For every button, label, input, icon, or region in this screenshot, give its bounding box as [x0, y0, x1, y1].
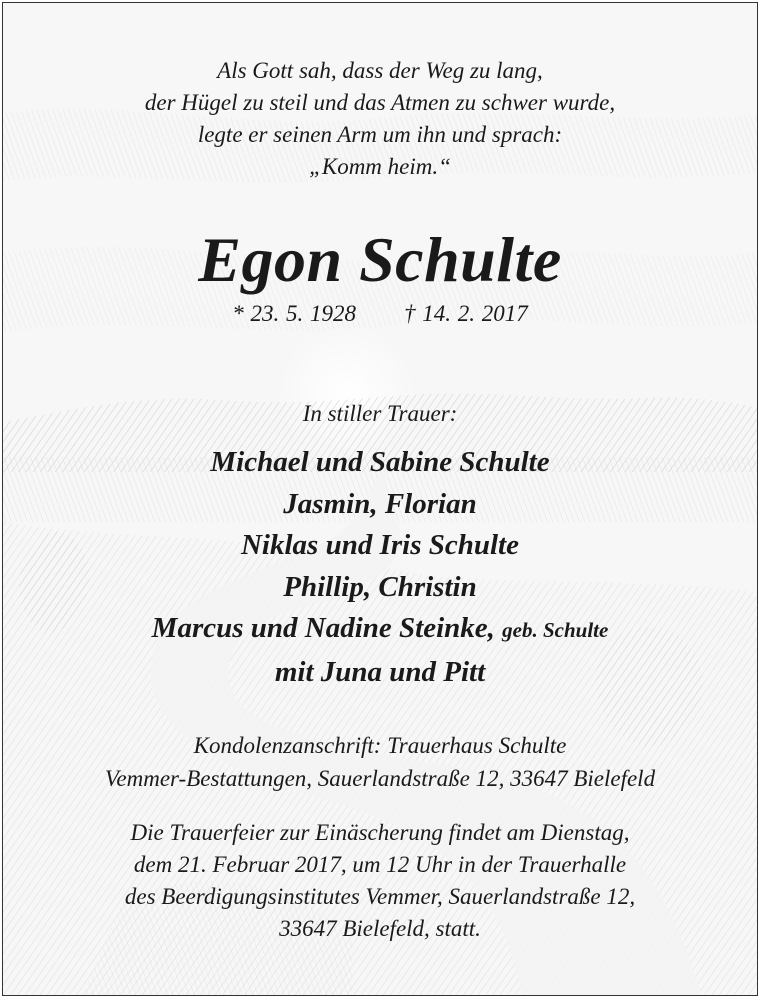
family-line: Michael und Sabine Schulte: [210, 446, 550, 478]
funeral-info: [3, 817, 757, 945]
death-date: † 14. 2. 2017: [404, 301, 528, 326]
poem-line: der Hügel zu steil und das Atmen zu schwer wurde,: [144, 90, 616, 115]
family-line: [3, 608, 757, 652]
poem-line: legte er seinen Arm um ihn und sprach:: [197, 122, 563, 147]
funeral-line: des Beerdigungsinstitutes Vemmer, Sauerlandstraße 12,: [124, 884, 636, 909]
life-dates: [3, 299, 757, 329]
family-line: Phillip, Christin: [283, 570, 477, 603]
family-line: Niklas und Iris Schulte: [240, 529, 519, 561]
poem: [3, 3, 757, 183]
mourning-label: In stiller Trauer:: [302, 401, 458, 426]
family-list: [3, 442, 757, 693]
family-line: Jasmin, Florian: [283, 487, 477, 520]
funeral-line: 33647 Bielefeld, statt.: [279, 916, 481, 941]
family-line-main: Marcus und Nadine Steinke,: [151, 612, 495, 644]
condolence-line: Kondolenzanschrift: Trauerhaus Schulte: [193, 733, 567, 758]
poem-line: Als Gott sah, dass der Weg zu lang,: [217, 58, 543, 83]
birth-date: * 23. 5. 1928: [232, 301, 356, 326]
family-line: mit Juna und Pitt: [274, 655, 486, 688]
funeral-line: dem 21. Februar 2017, um 12 Uhr in der Trauerhalle: [133, 852, 627, 877]
poem-line: „Komm heim.“: [309, 154, 451, 179]
condolence-address: [3, 729, 757, 795]
funeral-line: Die Trauerfeier zur Einäscherung findet am Dienstag,: [130, 820, 630, 845]
condolence-line: Vemmer-Bestattungen, Sauerlandstraße 12, 33647 Bielefeld: [104, 766, 656, 791]
maiden-name-note: geb. Schulte: [502, 618, 609, 642]
deceased-name: Egon Schulte: [198, 224, 562, 295]
obituary-notice: [2, 2, 758, 996]
